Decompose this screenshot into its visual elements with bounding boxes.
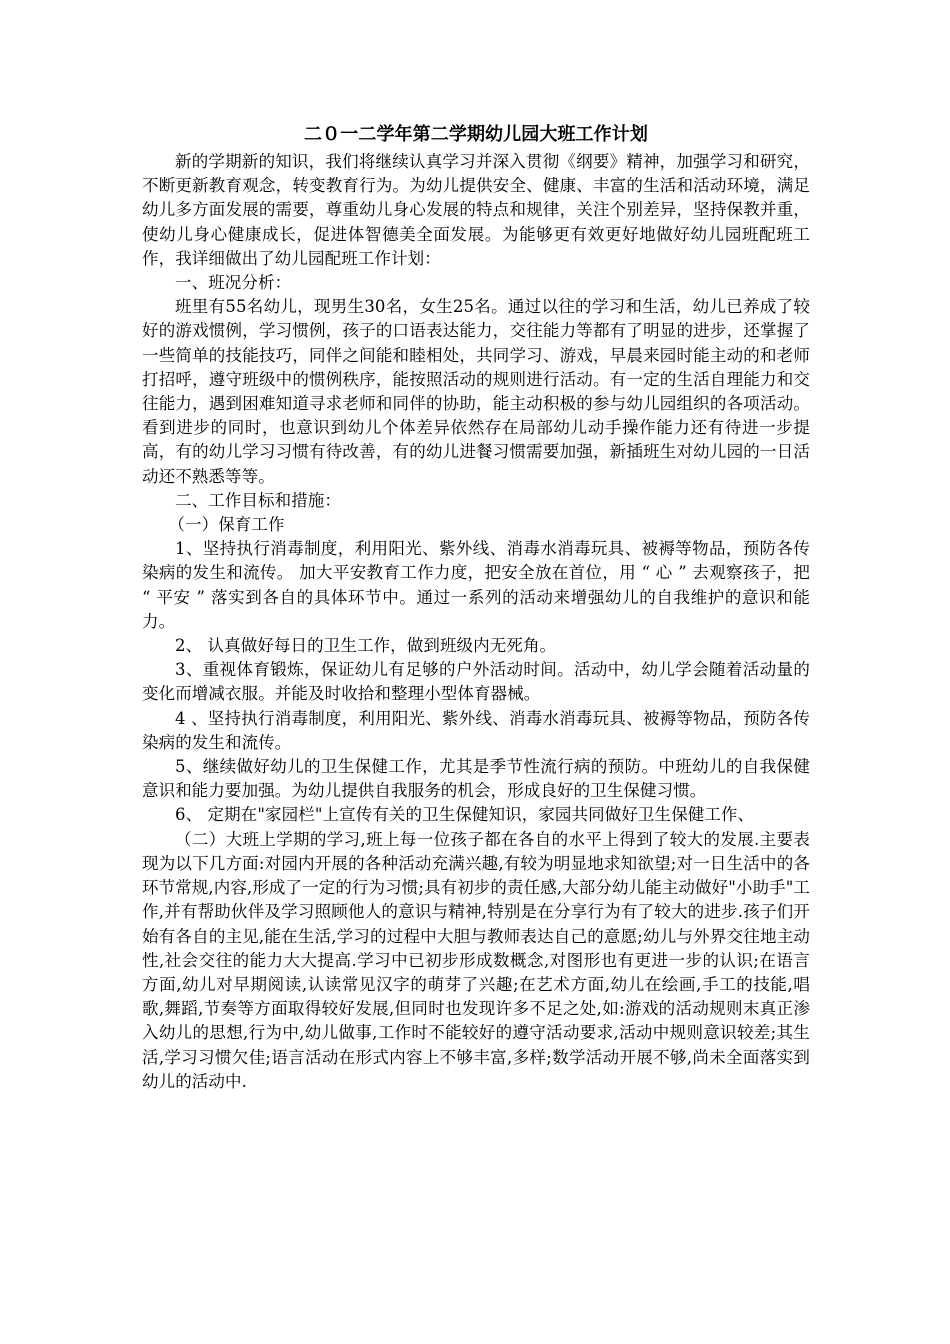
class-analysis-paragraph: 班里有55名幼儿，现男生30名，女生25名。通过以往的学习和生活，幼儿已养成了较好的游戏惯例，学习惯例，孩子的口语表达能力，交往能力等都有了明显的进步，还掌握了一些简单的技能技巧，同伴之间能和睦相处，共同学习、游戏，早晨来园时能主动的和老师打招呼，遵守班级中的惯例秩序，能按照活动的规则进行活动。有一定的生活自理能力和交往能力，遇到困难知道寻求老师和同伴的协助，能主动积极的参与幼儿园组织的各项活动。看到进步的同时，也意识到幼儿个体差异依然存在局部幼儿动手操作能力还有待进一步提高，有的幼儿学习习惯有待改善，有的幼儿进餐习惯需要加强，新插班生对幼儿园的一日活动还不熟悉等等。 [142, 297, 810, 486]
document-page [142, 120, 810, 1094]
intro-paragraph: 新的学期新的知识，我们将继续认真学习并深入贯彻《纲要》精神，加强学习和研究，不断更新教育观念，转变教育行为。为幼儿提供安全、健康、丰富的生活和活动环境，满足幼儿多方面发展的需要，尊重幼儿身心发展的特点和规律，关注个别差异，坚持保教并重，使幼儿身心健康成长，促进体智德美全面发展。为能够更有效更好地做好幼儿园班配班工作，我详细做出了幼儿园配班工作计划： [142, 152, 810, 268]
care-item-4: 4 、坚持执行消毒制度，利用阳光、紫外线、消毒水消毒玩具、被褥等物品，预防各传染病的发生和流传。 [142, 708, 810, 752]
care-item-3: 3、重视体育锻炼，保证幼儿有足够的户外活动时间。活动中，幼儿学会随着活动量的变化而增减衣服。并能及时收拾和整理小型体育器械。 [142, 660, 810, 704]
section-heading-class-analysis: 一、班况分析： [175, 273, 292, 293]
care-item-2: 2、 认真做好每日的卫生工作，做到班级内无死角。 [175, 636, 557, 656]
section-heading-goals: 二、工作目标和措施： [175, 490, 341, 510]
learning-review-paragraph: （二）大班上学期的学习,班上每一位孩子都在各自的水平上得到了较大的发展.主要表现为以下几方面:对园内开展的各种活动充满兴趣,有较为明显地求知欲望;对一日生活中的各环节常规,内容,形成了一定的行为习惯;具有初步的责任感,大部分幼儿能主动做好"小助手"工作,并有帮助伙伴及学习照顾他人的意识与精神,特别是在分享行为有了较大的进步.孩子们开始有各自的主见,能在生活,学习的过程中大胆与教师表达自己的意愿;幼儿与外界交往地主动性,社会交往的能力大大提高.学习中已初步形成数概念,对图形也有更进一步的认识;在语言方面,幼儿对早期阅读,认读常见汉字的萌芽了兴趣;在艺术方面,幼儿在绘画,手工的技能,唱歌,舞蹈,节奏等方面取得较好发展,但同时也发现许多不足之处,如:游戏的活动规则末真正渗入幼儿的思想,行为中,幼儿做事,工作时不能较好的遵守活动要求,活动中规则意识较差;其生活,学习习惯欠佳;语言活动在形式内容上不够丰富,多样;数学活动开展不够,尚未全面落实到幼儿的活动中. [142, 829, 810, 1091]
document-title: 二０一二学年第二学期幼儿园大班工作计划 [304, 124, 648, 145]
care-item-6: 6、 定期在"家园栏"上宣传有关的卫生保健知识，家园共同做好卫生保健工作、 [175, 805, 755, 825]
subsection-heading-care: （一）保育工作 [168, 515, 285, 535]
care-item-5: 5、继续做好幼儿的卫生保健工作，尤其是季节性流行病的预防。中班幼儿的自我保健意识和能力要加强。为幼儿提供自我服务的机会，形成良好的卫生保健习惯。 [142, 757, 810, 801]
care-item-1: 1、坚持执行消毒制度，利用阳光、紫外线、消毒水消毒玩具、被褥等物品，预防各传染病的发生和流传。 加大平安教育工作力度，把安全放在首位，用 “ 心 ” 去观察孩子，把 “ 平安 ” 落实到各自的具体环节中。通过一系列的活动来增强幼儿的自我维护的意识和能力。 [142, 539, 810, 631]
